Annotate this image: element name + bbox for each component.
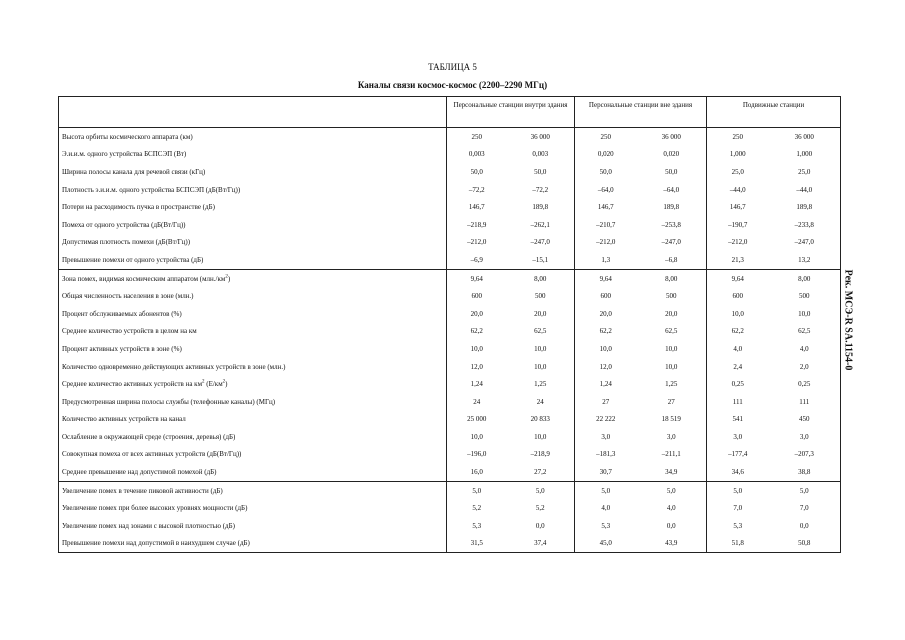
row-label-text: Увеличение помех в течение пиковой активности (дБ) [62, 486, 223, 495]
value-cell: 5,2 [472, 504, 482, 513]
value-cell: 250 [575, 128, 637, 146]
row-label-text: Э.и.и.м. одного устройства БСПСЭП (Вт) [62, 150, 187, 159]
value-cell: 0,0 [507, 517, 575, 535]
value-cell: 0,0 [769, 517, 841, 535]
value-cell: 62,5 [769, 323, 841, 341]
column-header-outdoor: Персональные станции вне здания [575, 97, 707, 128]
row-label-text: Помеха от одного устройства (дБ(Вт/Гц)) [62, 220, 186, 229]
value-cell: 27 [602, 397, 610, 406]
row-label-text: Количество одновременно действующих активных устройств в зоне (млн.) [62, 362, 286, 371]
value-cell: –212,0 [467, 238, 487, 247]
row-label [59, 181, 447, 199]
value-cell: 9,64 [707, 269, 769, 287]
row-label [59, 128, 447, 146]
value-cell: –190,7 [728, 220, 748, 229]
row-label [59, 234, 447, 252]
value-cell: 10,0 [507, 358, 575, 376]
value-cell: 38,8 [769, 463, 841, 481]
value-cell: 5,0 [769, 481, 841, 499]
value-cell: 0,020 [597, 150, 614, 159]
value-cell: 0,25 [769, 375, 841, 393]
value-cell: 30,7 [599, 468, 612, 477]
row-label [59, 323, 447, 341]
table-row [59, 181, 841, 199]
row-label-text: Высота орбиты космического аппарата (км) [62, 132, 193, 141]
value-cell: –15,1 [507, 251, 575, 269]
value-cell: 3,0 [769, 428, 841, 446]
value-cell: 5,2 [507, 499, 575, 517]
value-cell: 3,0 [733, 432, 743, 441]
value-cell: –253,8 [637, 216, 707, 234]
row-label-superscript: 2 [202, 379, 205, 385]
value-cell: 36 000 [507, 128, 575, 146]
value-cell: 4,0 [637, 499, 707, 517]
value-cell: 0,003 [507, 146, 575, 164]
table-row [59, 234, 841, 252]
value-cell: 50,0 [599, 167, 612, 176]
table-row [59, 146, 841, 164]
value-cell: 10,0 [470, 432, 483, 441]
table-row [59, 269, 841, 287]
row-label [59, 375, 447, 393]
value-cell: 1,25 [637, 375, 707, 393]
row-label [59, 216, 447, 234]
row-label [59, 463, 447, 481]
row-label-text: Плотность э.и.и.м. одного устройства БСПСЭП (дБ(Вт/Гц)) [62, 185, 241, 194]
value-cell: 1,25 [507, 375, 575, 393]
value-cell: 5,0 [507, 481, 575, 499]
value-cell: 111 [732, 397, 743, 406]
value-cell: –212,0 [728, 238, 748, 247]
value-cell: 36 000 [769, 128, 841, 146]
value-cell: 62,2 [470, 327, 483, 336]
value-cell: 10,0 [637, 340, 707, 358]
value-cell: 3,0 [637, 428, 707, 446]
value-cell: 24 [507, 393, 575, 411]
row-label [59, 163, 447, 181]
value-cell: 10,0 [637, 358, 707, 376]
table-row [59, 358, 841, 376]
row-label-text: Предусмотренная ширина полосы службы (телефонные каналы) (МГц) [62, 397, 276, 406]
value-cell: –181,3 [596, 450, 616, 459]
table-row [59, 198, 841, 216]
table-header-row [59, 97, 841, 128]
row-label-tail: ) [227, 274, 231, 283]
value-cell: 1,000 [769, 146, 841, 164]
value-cell: 12,0 [470, 362, 483, 371]
value-cell: –72,2 [507, 181, 575, 199]
table-row [59, 128, 841, 146]
row-label [59, 340, 447, 358]
row-label [59, 535, 447, 553]
table-row [59, 287, 841, 305]
value-cell: 50,0 [507, 163, 575, 181]
value-cell: 10,0 [507, 428, 575, 446]
row-label [59, 198, 447, 216]
value-cell: 18 519 [637, 411, 707, 429]
value-cell: 12,0 [599, 362, 612, 371]
row-label-text: Среднее количество устройств в целом на км [62, 327, 197, 336]
row-label-text: Увеличение помех над зонами с высокой плотностью (дБ) [62, 521, 235, 530]
table-row [59, 481, 841, 499]
value-cell: –262,1 [507, 216, 575, 234]
value-cell: 1,3 [601, 255, 611, 264]
value-cell: 5,3 [472, 521, 482, 530]
row-label [59, 428, 447, 446]
value-cell: 146,7 [729, 203, 746, 212]
value-cell: –64,0 [597, 185, 614, 194]
value-cell: 20,0 [599, 309, 612, 318]
value-cell: 146,7 [597, 203, 614, 212]
value-cell: 20,0 [637, 305, 707, 323]
row-label [59, 411, 447, 429]
row-label-tail: ) [225, 380, 228, 389]
row-label-text: Процент активных устройств в зоне (%) [62, 344, 182, 353]
value-cell: 22 222 [596, 415, 616, 424]
value-cell: 5,3 [601, 521, 611, 530]
value-cell: 62,2 [731, 327, 744, 336]
value-cell: 0,020 [637, 146, 707, 164]
value-cell: 10,0 [599, 344, 612, 353]
recommendation-reference: Рек. МСЭ-R SA.1154-0 [842, 269, 854, 371]
value-cell: 36 000 [637, 128, 707, 146]
value-cell: –212,0 [596, 238, 616, 247]
row-label-text: Потери на расходимость пучка в пространстве (дБ) [62, 203, 215, 212]
value-cell: –44,0 [729, 185, 746, 194]
value-cell: 600 [471, 292, 482, 301]
value-cell: 13,2 [769, 251, 841, 269]
value-cell: 500 [637, 287, 707, 305]
table-title: Каналы связи космос-космос (2200–2290 МГц) [357, 80, 548, 90]
row-label-text: Среднее количество активных устройств на км [62, 380, 202, 389]
value-cell: 21,3 [731, 255, 744, 264]
value-cell: 7,0 [769, 499, 841, 517]
value-cell: 45,0 [575, 535, 637, 553]
row-label [59, 146, 447, 164]
value-cell: 25 000 [467, 415, 487, 424]
value-cell: 20,0 [507, 305, 575, 323]
value-cell: 24 [473, 397, 481, 406]
row-label-text: Ширина полосы канала для речевой связи (кГц) [62, 167, 206, 176]
value-cell: –218,9 [467, 220, 487, 229]
table-row [59, 517, 841, 535]
value-cell: 8,00 [637, 269, 707, 287]
row-label [59, 393, 447, 411]
value-cell: –247,0 [769, 234, 841, 252]
value-cell: 2,4 [733, 362, 743, 371]
table-row [59, 463, 841, 481]
row-label-text: Процент обслуживаемых абонентов (%) [62, 309, 182, 318]
row-label [59, 287, 447, 305]
value-cell: 37,4 [507, 535, 575, 553]
value-cell: 10,0 [507, 340, 575, 358]
row-label-text: Превышение помехи над допустимой в наихудшем случае (дБ) [62, 539, 250, 548]
value-cell: 4,0 [769, 340, 841, 358]
table-row [59, 535, 841, 553]
value-cell: –207,3 [769, 446, 841, 464]
row-label [59, 499, 447, 517]
value-cell: 9,64 [575, 269, 637, 287]
value-cell: 500 [769, 287, 841, 305]
row-label [59, 517, 447, 535]
value-cell: 5,0 [637, 481, 707, 499]
value-cell: –218,9 [507, 446, 575, 464]
value-cell: 250 [447, 128, 507, 146]
table-row [59, 163, 841, 181]
row-label-superscript: 2 [225, 274, 228, 280]
value-cell: 5,0 [707, 481, 769, 499]
value-cell: –44,0 [769, 181, 841, 199]
row-label-text: Допустимая плотность помехи (дБ(Вт/Гц)) [62, 238, 191, 247]
value-cell: 5,0 [447, 481, 507, 499]
value-cell: 10,0 [769, 305, 841, 323]
value-cell: 541 [732, 415, 744, 424]
value-cell: 2,0 [769, 358, 841, 376]
value-cell: –177,4 [728, 450, 748, 459]
row-label-text: Количество активных устройств на канал [62, 415, 186, 424]
table-row [59, 251, 841, 269]
value-cell: 111 [769, 393, 841, 411]
value-cell: 146,7 [468, 203, 485, 212]
value-cell: 10,0 [731, 309, 744, 318]
value-cell: 25,0 [769, 163, 841, 181]
value-cell: 20 833 [507, 411, 575, 429]
table-row [59, 428, 841, 446]
value-cell: 10,0 [470, 344, 483, 353]
table-row [59, 323, 841, 341]
value-cell: 250 [707, 128, 769, 146]
value-cell: –64,0 [637, 181, 707, 199]
table-row [59, 216, 841, 234]
value-cell: 20,0 [470, 309, 483, 318]
value-cell: 8,00 [507, 269, 575, 287]
value-cell: –6,9 [470, 255, 483, 264]
value-cell: 51,8 [707, 535, 769, 553]
value-cell: 189,8 [769, 198, 841, 216]
value-cell: 62,5 [507, 323, 575, 341]
value-cell: 31,5 [447, 535, 507, 553]
row-label [59, 269, 447, 287]
value-cell: 25,0 [731, 167, 744, 176]
row-label-text: Общая численность населения в зоне (млн.) [62, 292, 194, 301]
row-label-text: Совокупная помеха от всех активных устройств (дБ(Вт/Гц)) [62, 450, 242, 459]
row-label-text: Увеличение помех при более высоких уровнях мощности (дБ) [62, 504, 248, 513]
row-label-text: Превышение помехи от одного устройства (дБ) [62, 255, 204, 264]
row-label [59, 305, 447, 323]
table-row [59, 411, 841, 429]
row-label-text: Зона помех, видимая космическим аппаратом (млн./км [62, 274, 226, 283]
value-cell: 43,9 [637, 535, 707, 553]
table-row [59, 393, 841, 411]
row-label [59, 481, 447, 499]
value-cell: –233,8 [769, 216, 841, 234]
value-cell: 62,5 [637, 323, 707, 341]
value-cell: –211,1 [637, 446, 707, 464]
table-row [59, 375, 841, 393]
value-cell: 500 [507, 287, 575, 305]
table-row [59, 305, 841, 323]
value-cell: 189,8 [637, 198, 707, 216]
row-label [59, 251, 447, 269]
row-label [59, 446, 447, 464]
column-header-mobile: Подвижные станции [707, 97, 841, 128]
value-cell: 62,2 [599, 327, 612, 336]
value-cell: 0,25 [731, 380, 744, 389]
value-cell: –247,0 [637, 234, 707, 252]
table-row [59, 340, 841, 358]
value-cell: 0,003 [468, 150, 485, 159]
value-cell: –196,0 [467, 450, 487, 459]
value-cell: 7,0 [733, 504, 743, 513]
value-cell: 4,0 [733, 344, 743, 353]
value-cell: 600 [732, 292, 744, 301]
row-label-superscript: 2 [222, 379, 226, 385]
row-label-text: Ослабление в окружающей среде (строения, деревья) (дБ) [62, 432, 236, 441]
value-cell: 189,8 [507, 198, 575, 216]
table-number: ТАБЛИЦА 5 [428, 62, 477, 72]
value-cell: 27,2 [507, 463, 575, 481]
value-cell: 3,0 [601, 432, 611, 441]
table-row [59, 446, 841, 464]
row-label [59, 358, 447, 376]
row-label-tail: (Е/км [204, 380, 223, 389]
value-cell: 50,0 [470, 167, 483, 176]
value-cell: 50,0 [637, 163, 707, 181]
value-cell: 1,24 [470, 380, 483, 389]
value-cell: 9,64 [447, 269, 507, 287]
column-header-indoor: Персональные станции внутри здания [447, 97, 575, 128]
value-cell: 450 [769, 411, 841, 429]
value-cell: 50,8 [769, 535, 841, 553]
value-cell: 34,9 [637, 463, 707, 481]
value-cell: 5,3 [733, 521, 743, 530]
value-cell: 600 [600, 292, 612, 301]
value-cell: –247,0 [507, 234, 575, 252]
value-cell: 0,0 [637, 517, 707, 535]
value-cell: –210,7 [596, 220, 616, 229]
header-label-cell [59, 97, 447, 128]
value-cell: 27 [637, 393, 707, 411]
value-cell: 1,24 [599, 380, 612, 389]
value-cell: –6,8 [637, 251, 707, 269]
value-cell: 5,0 [575, 481, 637, 499]
value-cell: –72,2 [468, 185, 485, 194]
value-cell: 4,0 [601, 504, 611, 513]
value-cell: 1,000 [729, 150, 746, 159]
data-table [58, 96, 841, 553]
value-cell: 8,00 [769, 269, 841, 287]
value-cell: 16,0 [470, 468, 483, 477]
row-label-text: Среднее превышение над допустимой помехой (дБ) [62, 468, 217, 477]
table-row [59, 499, 841, 517]
value-cell: 34,6 [731, 468, 744, 477]
